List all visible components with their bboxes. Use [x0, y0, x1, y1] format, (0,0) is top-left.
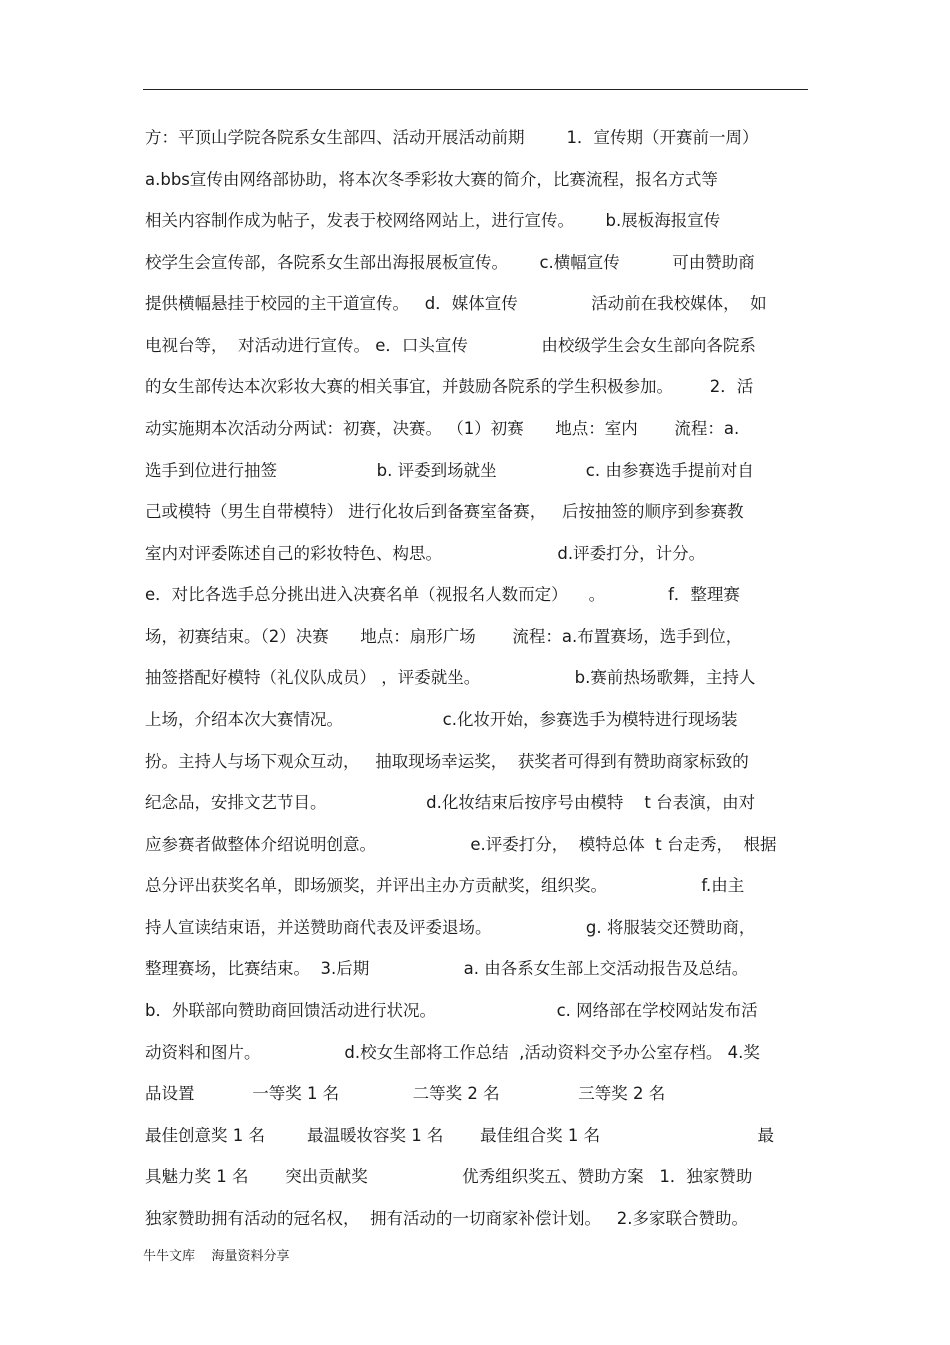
text-line: 抽签搭配好模特（礼仪队成员） ，评委就坐。 b.赛前热场歌舞，主持人	[145, 668, 756, 687]
text-line: 整理赛场，比赛结束。 3.后期 a. 由各系女生部上交活动报告及总结。	[145, 959, 749, 978]
text-line: 己或模特（男生自带模特） 进行化妆后到备赛室备赛， 后按抽签的顺序到参赛教	[145, 502, 744, 521]
text-line: 选手到位进行抽签 b. 评委到场就坐 c. 由参赛选手提前对自	[145, 461, 754, 480]
text-line: 方：平顶山学院各院系女生部四、活动开展活动前期 1．宣传期（开赛前一周）	[145, 128, 759, 147]
text-line: e．对比各选手总分挑出进入决赛名单（视报名人数而定） 。 f．整理赛	[145, 585, 740, 604]
text-line: a.bbs宣传由网络部协助，将本次冬季彩妆大赛的简介，比赛流程，报名方式等	[145, 170, 718, 189]
text-line: 持人宣读结束语，并送赞助商代表及评委退场。 g. 将服装交还赞助商，	[145, 918, 756, 937]
text-line: b．外联部向赞助商回馈活动进行状况。 c. 网络部在学校网站发布活	[145, 1001, 758, 1020]
text-line: 的女生部传达本次彩妆大赛的相关事宜，并鼓励各院系的学生积极参加。 2．活	[145, 377, 754, 396]
text-line: 场，初赛结束。（2）决赛 地点：扇形广场 流程：a.布置赛场，选手到位，	[145, 627, 743, 646]
text-line: 品设置 一等奖 1 名 二等奖 2 名 三等奖 2 名	[145, 1084, 666, 1103]
text-line: 扮。主持人与场下观众互动， 抽取现场幸运奖， 获奖者可得到有赞助商家标致的	[145, 752, 749, 771]
text-line: 应参赛者做整体介绍说明创意。 e.评委打分， 模特总体 t 台走秀， 根据	[145, 835, 777, 854]
text-line: 总分评出获奖名单，即场颁奖，并评出主办方贡献奖，组织奖。 f.由主	[145, 876, 745, 895]
header-rule	[143, 89, 808, 90]
text-line: 提供横幅悬挂于校园的主干道宣传。 d．媒体宣传 活动前在我校媒体， 如	[145, 294, 767, 313]
page-footer: 牛牛文库 海量资料分享	[143, 1249, 290, 1264]
text-line: 动资料和图片。 d.校女生部将工作总结 ,活动资料交予办公室存档。 4.奖	[145, 1043, 760, 1062]
text-line: 具魅力奖 1 名 突出贡献奖 优秀组织奖五、赞助方案 1．独家赞助	[145, 1167, 753, 1186]
text-line: 纪念品，安排文艺节目。 d.化妆结束后按序号由模特 t 台表演，由对	[145, 793, 756, 812]
text-line: 上场，介绍本次大赛情况。 c.化妆开始，参赛选手为模特进行现场装	[145, 710, 738, 729]
text-line: 相关内容制作成为帖子，发表于校网络网站上，进行宣传。 b.展板海报宣传	[145, 211, 721, 230]
text-line: 最佳创意奖 1 名 最温暖妆容奖 1 名 最佳组合奖 1 名 最	[145, 1126, 774, 1145]
text-line: 电视台等， 对活动进行宣传。 e．口头宣传 由校级学生会女生部向各院系	[145, 336, 756, 355]
text-line: 室内对评委陈述自己的彩妆特色、构思。 d.评委打分，计分。	[145, 544, 706, 563]
text-line: 独家赞助拥有活动的冠名权， 拥有活动的一切商家补偿计划。 2.多家联合赞助。	[145, 1209, 748, 1228]
text-line: 校学生会宣传部，各院系女生部出海报展板宣传。 c.横幅宣传 可由赞助商	[145, 253, 755, 272]
text-line: 动实施期本次活动分两试：初赛，决赛。 （1）初赛 地点：室内 流程：a.	[145, 419, 740, 438]
